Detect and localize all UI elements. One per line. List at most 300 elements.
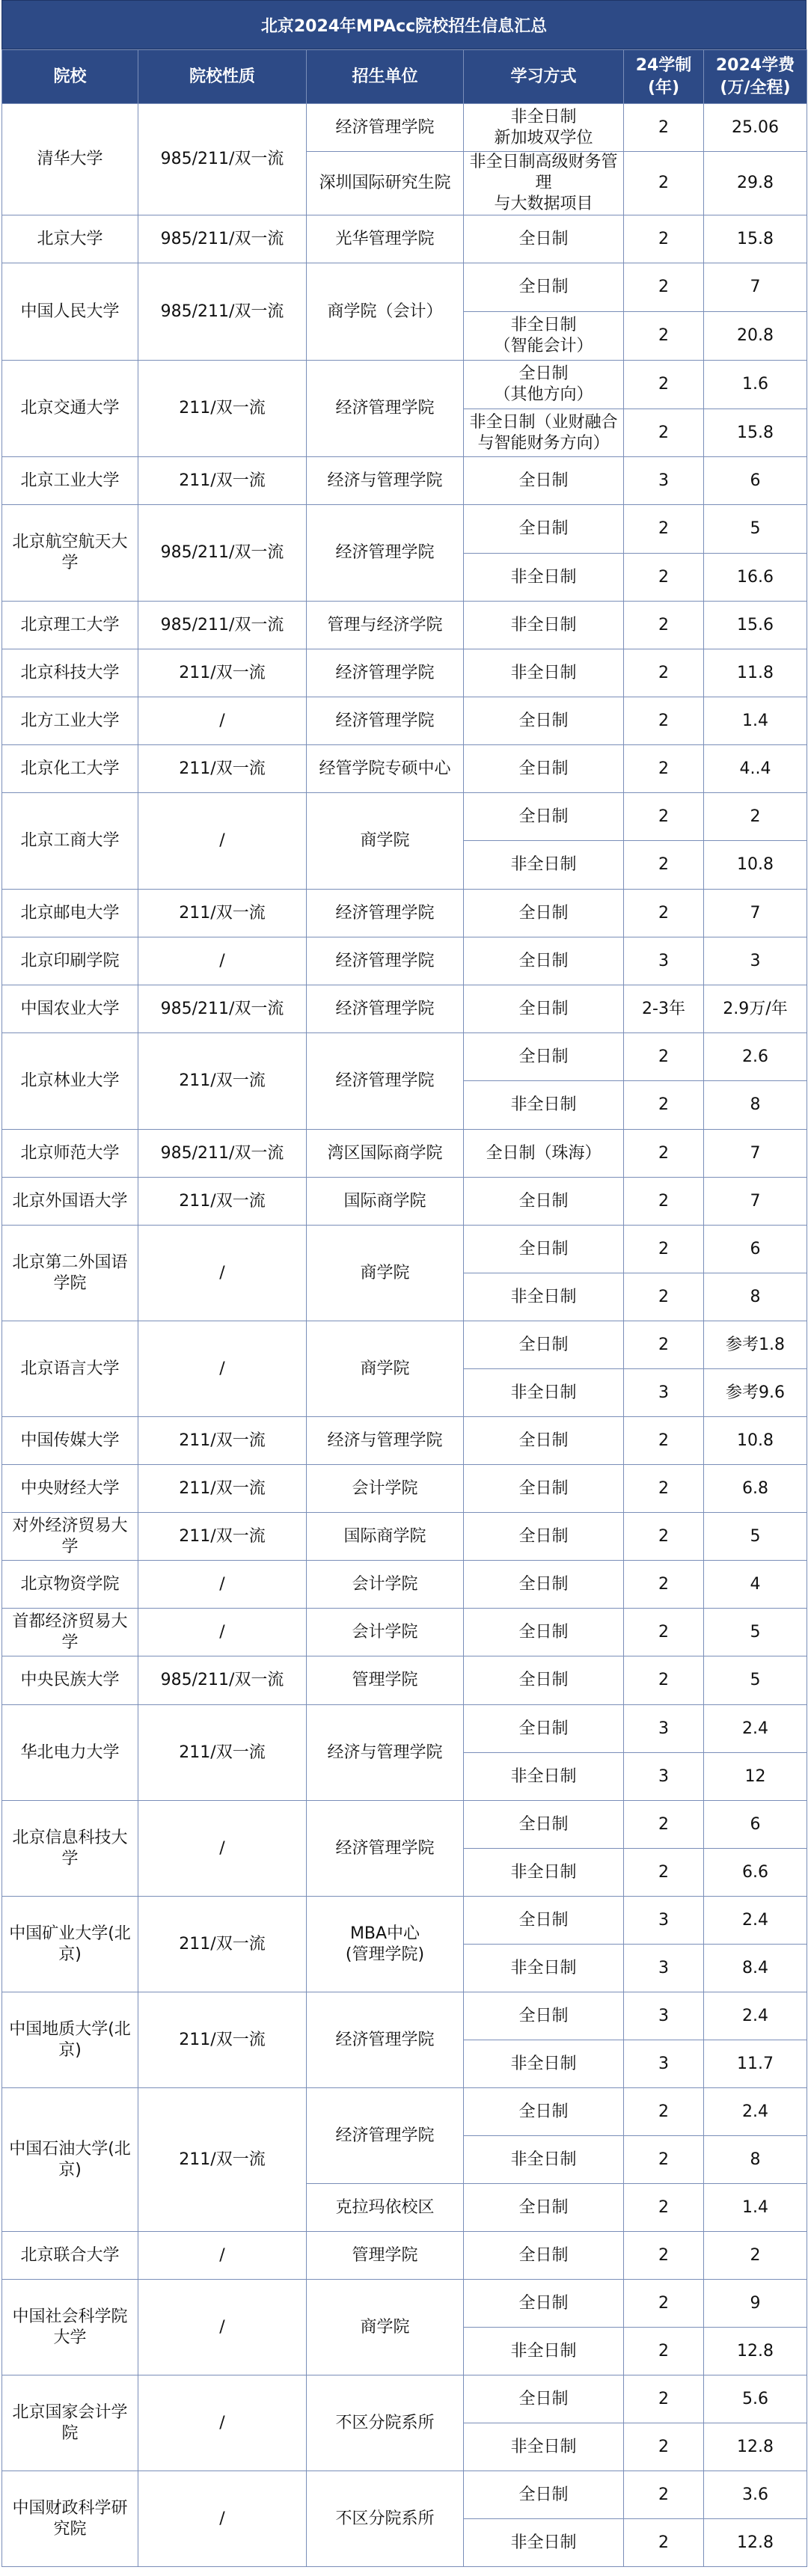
tuition-fee: 3.6 [704,2471,807,2519]
school-name: 北京交通大学 [2,361,138,457]
admission-unit: 经济管理学院 [307,505,464,602]
school-nature: 211/双一流 [138,1033,307,1130]
tuition-fee: 参考9.6 [704,1369,807,1417]
school-name: 北京语言大学 [2,1321,138,1417]
study-mode: 非全日制 [464,1753,624,1801]
school-name: 北京大学 [2,215,138,263]
program-years: 2 [624,1033,704,1081]
tuition-fee: 7 [704,1178,807,1226]
program-years: 2 [624,1849,704,1897]
admission-unit: 经济管理学院 [307,1033,464,1130]
study-mode: 全日制 [464,1801,624,1849]
school-name: 北京理工大学 [2,602,138,649]
admission-unit: 经济管理学院 [307,985,464,1033]
program-years: 2 [624,2280,704,2328]
program-years: 2 [624,1178,704,1226]
school-name: 北京师范大学 [2,1130,138,1178]
study-mode: 全日制 [464,1705,624,1753]
table-row [2,361,807,409]
school-name: 中央民族大学 [2,1656,138,1705]
tuition-fee: 1.6 [704,361,807,409]
school-nature: 985/211/双一流 [138,1130,307,1178]
admission-unit: 商学院 [307,1321,464,1417]
school-name: 首都经济贸易大学 [2,1609,138,1656]
program-years: 2 [624,1656,704,1705]
tuition-fee: 2.4 [704,1705,807,1753]
study-mode: 全日制 [464,263,624,312]
school-nature: / [138,1226,307,1321]
admission-unit: 管理与经济学院 [307,602,464,649]
school-nature: / [138,697,307,745]
school-name: 北京国家会计学院 [2,2375,138,2471]
admission-unit: 深圳国际研究生院 [307,152,464,215]
table-row [2,104,807,152]
table-row [2,1178,807,1226]
school-nature: / [138,1609,307,1656]
program-years: 2 [624,1801,704,1849]
tuition-fee: 1.4 [704,697,807,745]
school-nature: 211/双一流 [138,1992,307,2088]
school-nature: / [138,2471,307,2567]
study-mode: 非全日制 [464,2328,624,2375]
school-name: 清华大学 [2,104,138,215]
header-nature: 院校性质 [138,50,307,104]
tuition-fee: 12.8 [704,2519,807,2567]
admission-unit: 管理学院 [307,1656,464,1705]
study-mode: 全日制 [464,1561,624,1609]
school-nature: / [138,937,307,985]
study-mode: 全日制 [464,1609,624,1656]
admission-unit: 经济管理学院 [307,1801,464,1897]
school-nature: 211/双一流 [138,1897,307,1992]
school-name: 中国农业大学 [2,985,138,1033]
tuition-fee: 2.6 [704,1033,807,1081]
tuition-fee: 20.8 [704,312,807,361]
table-row [2,1321,807,1369]
admission-unit: 经济与管理学院 [307,457,464,505]
program-years: 3 [624,1992,704,2040]
tuition-fee: 2.4 [704,1897,807,1945]
program-years: 2 [624,505,704,554]
program-years: 3 [624,1753,704,1801]
header-fee: 2024学费 (万/全程) [704,50,807,104]
study-mode: 非全日制 [464,554,624,602]
tuition-fee: 参考1.8 [704,1321,807,1369]
study-mode: 全日制 [464,1178,624,1226]
table-row [2,985,807,1033]
tuition-fee: 10.8 [704,841,807,890]
tuition-fee: 15.6 [704,602,807,649]
school-nature: 985/211/双一流 [138,602,307,649]
header-years: 24学制 (年) [624,50,704,104]
study-mode: 非全日制（业财融合 与智能财务方向） [464,409,624,457]
school-nature: 211/双一流 [138,649,307,697]
table-row [2,1465,807,1513]
tuition-fee: 2 [704,2232,807,2280]
tuition-fee: 15.8 [704,409,807,457]
tuition-fee: 6.6 [704,1849,807,1897]
tuition-fee: 6 [704,1226,807,1273]
school-nature: / [138,1801,307,1897]
study-mode: 全日制 （其他方向） [464,361,624,409]
tuition-fee: 12.8 [704,2423,807,2471]
table-row [2,1656,807,1705]
program-years: 2 [624,554,704,602]
study-mode: 全日制 [464,2375,624,2423]
program-years: 3 [624,1897,704,1945]
program-years: 2 [624,745,704,793]
school-name: 中国矿业大学(北京) [2,1897,138,1992]
table-row [2,1897,807,1945]
table-row [2,1033,807,1081]
program-years: 2 [624,2471,704,2519]
study-mode: 全日制 [464,2088,624,2136]
program-years: 3 [624,937,704,985]
study-mode: 全日制 [464,745,624,793]
school-nature: / [138,1561,307,1609]
study-mode: 全日制 [464,1465,624,1513]
program-years: 2 [624,841,704,890]
program-years: 2 [624,2519,704,2567]
tuition-fee: 1.4 [704,2184,807,2232]
school-nature: / [138,1321,307,1417]
school-name: 北京第二外国语学院 [2,1226,138,1321]
school-name: 北京印刷学院 [2,937,138,985]
school-nature: 211/双一流 [138,1705,307,1801]
program-years: 2 [624,2375,704,2423]
tuition-fee: 7 [704,1130,807,1178]
tuition-fee: 8.4 [704,1945,807,1992]
study-mode: 全日制 [464,2280,624,2328]
admission-unit: 经济管理学院 [307,104,464,152]
tuition-fee: 6 [704,1801,807,1849]
admission-unit: 会计学院 [307,1561,464,1609]
table-row [2,1801,807,1849]
program-years: 2 [624,1273,704,1321]
table-row [2,1130,807,1178]
program-years: 2 [624,2423,704,2471]
table-row [2,1609,807,1656]
tuition-fee: 7 [704,890,807,937]
school-nature: / [138,2280,307,2375]
table-row [2,2471,807,2519]
admission-unit: 光华管理学院 [307,215,464,263]
study-mode: 全日制 [464,1033,624,1081]
study-mode: 全日制 [464,1656,624,1705]
table-row [2,2375,807,2423]
school-name: 中国财政科学研究院 [2,2471,138,2567]
school-name: 北京工商大学 [2,793,138,890]
table-row [2,1417,807,1465]
program-years: 2 [624,1130,704,1178]
table-row [2,457,807,505]
study-mode: 全日制 [464,215,624,263]
school-name: 北京工业大学 [2,457,138,505]
school-name: 北京航空航天大学 [2,505,138,602]
table-row [2,1513,807,1561]
program-years: 2 [624,890,704,937]
school-name: 中国石油大学(北京) [2,2088,138,2232]
program-years: 3 [624,1369,704,1417]
admission-unit: 经管学院专硕中心 [307,745,464,793]
admission-unit: 商学院 [307,2280,464,2375]
tuition-fee: 15.8 [704,215,807,263]
program-years: 2 [624,793,704,841]
school-nature: 211/双一流 [138,890,307,937]
tuition-fee: 5 [704,1513,807,1561]
table-row [2,2280,807,2328]
admission-unit: 不区分院系所 [307,2375,464,2471]
admission-unit: 不区分院系所 [307,2471,464,2567]
admission-unit: 经济管理学院 [307,937,464,985]
program-years: 3 [624,2040,704,2088]
study-mode: 非全日制 [464,1849,624,1897]
school-nature: 985/211/双一流 [138,1656,307,1705]
tuition-fee: 7 [704,263,807,312]
study-mode: 全日制 [464,2184,624,2232]
tuition-fee: 2 [704,793,807,841]
admission-unit: 商学院 [307,1226,464,1321]
tuition-fee: 8 [704,1081,807,1130]
table-row [2,263,807,312]
school-nature: / [138,793,307,890]
table-row [2,890,807,937]
header-school: 院校 [2,50,138,104]
admission-unit: 经济与管理学院 [307,1417,464,1465]
study-mode: 全日制 [464,985,624,1033]
study-mode: 全日制 [464,937,624,985]
study-mode: 全日制 [464,1226,624,1273]
school-name: 北京外国语大学 [2,1178,138,1226]
program-years: 2 [624,2232,704,2280]
program-years: 2 [624,263,704,312]
study-mode: 全日制 [464,2471,624,2519]
study-mode: 非全日制 [464,1081,624,1130]
admission-unit: 商学院（会计） [307,263,464,361]
school-name: 北京邮电大学 [2,890,138,937]
tuition-fee: 12 [704,1753,807,1801]
tuition-fee: 11.8 [704,649,807,697]
school-nature: 211/双一流 [138,1465,307,1513]
program-years: 2 [624,2328,704,2375]
tuition-fee: 12.8 [704,2328,807,2375]
admission-unit: 商学院 [307,793,464,890]
table-row [2,745,807,793]
program-years: 2 [624,2136,704,2184]
study-mode: 全日制 [464,1321,624,1369]
tuition-fee: 2.4 [704,1992,807,2040]
study-mode: 非全日制 [464,2519,624,2567]
study-mode: 非全日制 （智能会计） [464,312,624,361]
tuition-fee: 8 [704,2136,807,2184]
study-mode: 非全日制 [464,1369,624,1417]
study-mode: 全日制 [464,1897,624,1945]
study-mode: 全日制 [464,1513,624,1561]
school-nature: 211/双一流 [138,1178,307,1226]
study-mode: 全日制 [464,505,624,554]
admission-unit: 经济管理学院 [307,2088,464,2184]
program-years: 2 [624,215,704,263]
admission-unit: 会计学院 [307,1609,464,1656]
tuition-fee: 6 [704,457,807,505]
tuition-fee: 2.9万/年 [704,985,807,1033]
study-mode: 全日制 [464,793,624,841]
admission-unit: 经济管理学院 [307,649,464,697]
table-row [2,937,807,985]
tuition-fee: 5 [704,1609,807,1656]
program-years: 3 [624,1945,704,1992]
tuition-fee: 16.6 [704,554,807,602]
study-mode: 非全日制 [464,602,624,649]
school-nature: 985/211/双一流 [138,215,307,263]
tuition-fee: 5 [704,505,807,554]
admission-unit: MBA中心 (管理学院) [307,1897,464,1992]
school-nature: 985/211/双一流 [138,505,307,602]
tuition-fee: 11.7 [704,2040,807,2088]
program-years: 2 [624,602,704,649]
school-nature: 211/双一流 [138,457,307,505]
school-nature: 985/211/双一流 [138,263,307,361]
tuition-fee: 2.4 [704,2088,807,2136]
study-mode: 非全日制 [464,1273,624,1321]
study-mode: 非全日制 [464,2040,624,2088]
school-nature: 985/211/双一流 [138,104,307,215]
program-years: 2-3年 [624,985,704,1033]
admission-unit: 经济管理学院 [307,890,464,937]
study-mode: 非全日制 [464,841,624,890]
table-row [2,1705,807,1753]
study-mode: 全日制 [464,890,624,937]
school-nature: 211/双一流 [138,1417,307,1465]
program-years: 3 [624,1705,704,1753]
admission-unit: 经济与管理学院 [307,1705,464,1801]
school-name: 北京林业大学 [2,1033,138,1130]
program-years: 2 [624,1465,704,1513]
header-unit: 招生单位 [307,50,464,104]
program-years: 2 [624,361,704,409]
table-row [2,649,807,697]
school-name: 北京信息科技大学 [2,1801,138,1897]
school-name: 北方工业大学 [2,697,138,745]
header-mode: 学习方式 [464,50,624,104]
program-years: 2 [624,104,704,152]
tuition-fee: 9 [704,2280,807,2328]
school-nature: 211/双一流 [138,361,307,457]
school-nature: 985/211/双一流 [138,985,307,1033]
study-mode: 非全日制 [464,1945,624,1992]
school-nature: 211/双一流 [138,745,307,793]
school-name: 对外经济贸易大学 [2,1513,138,1561]
admission-unit: 会计学院 [307,1465,464,1513]
study-mode: 非全日制 新加坡双学位 [464,104,624,152]
admission-unit: 克拉玛依校区 [307,2184,464,2232]
school-nature: 211/双一流 [138,2088,307,2232]
study-mode: 全日制 [464,697,624,745]
program-years: 2 [624,1321,704,1369]
table-row [2,1992,807,2040]
admission-unit: 国际商学院 [307,1178,464,1226]
study-mode: 非全日制 [464,2423,624,2471]
school-name: 华北电力大学 [2,1705,138,1801]
school-name: 北京化工大学 [2,745,138,793]
table-row [2,793,807,841]
program-years: 2 [624,1609,704,1656]
table-row [2,1226,807,1273]
admission-unit: 管理学院 [307,2232,464,2280]
program-years: 2 [624,152,704,215]
study-mode: 全日制（珠海） [464,1130,624,1178]
table-row [2,2088,807,2136]
program-years: 2 [624,409,704,457]
program-years: 2 [624,2184,704,2232]
school-name: 中国地质大学(北京) [2,1992,138,2088]
tuition-fee: 3 [704,937,807,985]
school-name: 中国社会科学院大学 [2,2280,138,2375]
admission-unit: 湾区国际商学院 [307,1130,464,1178]
tuition-fee: 6.8 [704,1465,807,1513]
admission-unit: 经济管理学院 [307,697,464,745]
mpacc-table [1,49,807,2567]
tuition-fee: 25.06 [704,104,807,152]
school-nature: / [138,2375,307,2471]
table-title: 北京2024年MPAcc院校招生信息汇总 [1,0,807,49]
tuition-fee: 8 [704,1273,807,1321]
school-name: 中央财经大学 [2,1465,138,1513]
program-years: 2 [624,1226,704,1273]
table-row [2,215,807,263]
header-row [2,50,807,104]
school-nature: 211/双一流 [138,1513,307,1561]
school-name: 中国人民大学 [2,263,138,361]
study-mode: 非全日制 [464,2136,624,2184]
admission-unit: 经济管理学院 [307,361,464,457]
school-name: 中国传媒大学 [2,1417,138,1465]
program-years: 2 [624,649,704,697]
tuition-fee: 10.8 [704,1417,807,1465]
program-years: 2 [624,1417,704,1465]
study-mode: 全日制 [464,457,624,505]
school-name: 北京物资学院 [2,1561,138,1609]
program-years: 2 [624,1561,704,1609]
school-nature: / [138,2232,307,2280]
tuition-fee: 5.6 [704,2375,807,2423]
admission-unit: 国际商学院 [307,1513,464,1561]
study-mode: 非全日制 [464,649,624,697]
tuition-fee: 29.8 [704,152,807,215]
school-name: 北京科技大学 [2,649,138,697]
tuition-fee: 5 [704,1656,807,1705]
program-years: 2 [624,697,704,745]
program-years: 2 [624,2088,704,2136]
tuition-fee: 4 [704,1561,807,1609]
program-years: 2 [624,1513,704,1561]
table-row [2,505,807,554]
study-mode: 全日制 [464,1417,624,1465]
program-years: 2 [624,1081,704,1130]
study-mode: 非全日制高级财务管理 与大数据项目 [464,152,624,215]
table-row [2,2232,807,2280]
table-row [2,1561,807,1609]
study-mode: 全日制 [464,1992,624,2040]
program-years: 2 [624,312,704,361]
study-mode: 全日制 [464,2232,624,2280]
school-name: 北京联合大学 [2,2232,138,2280]
admission-unit: 经济管理学院 [307,1992,464,2088]
table-row [2,602,807,649]
table-row [2,697,807,745]
program-years: 3 [624,457,704,505]
tuition-fee: 4..4 [704,745,807,793]
